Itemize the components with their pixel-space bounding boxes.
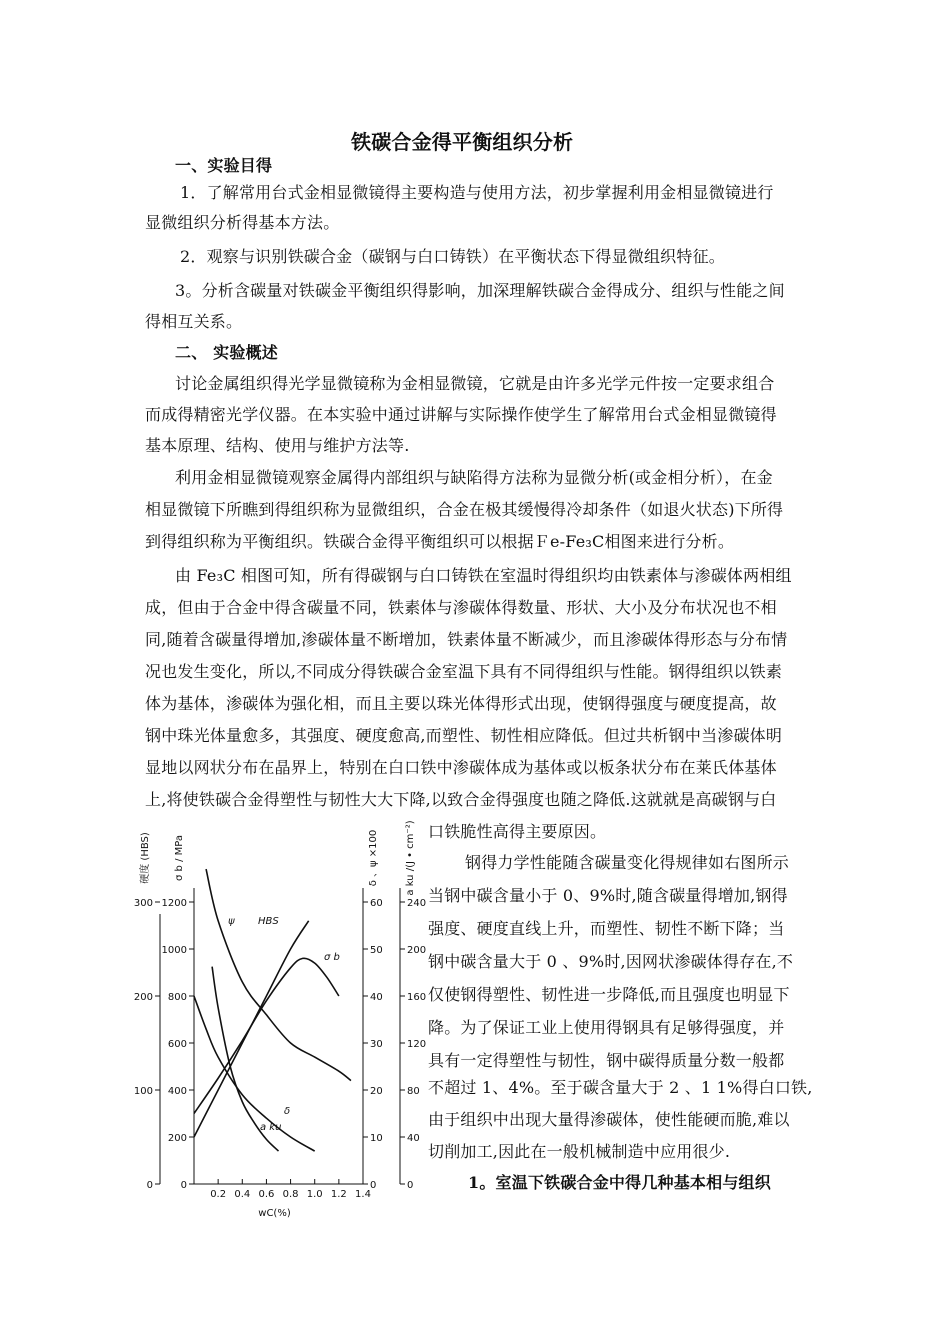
y-tick-label: 120 [407, 1039, 427, 1050]
paragraph-line: 显微组织分析得基本方法。 [145, 213, 340, 232]
y-tick-label: 200 [407, 945, 427, 956]
y-tick-label: 100 [133, 1086, 153, 1097]
paragraph-line: 钢中珠光体量愈多，其强度、硬度愈高,而塑性、韧性相应降低。但过共析钢中当渗碳体明 [145, 726, 783, 745]
y-tick-label: 10 [370, 1133, 383, 1144]
y-axis-label: σ b / MPa [174, 835, 185, 881]
y-tick-label: 50 [370, 945, 383, 956]
y-tick-label: 40 [370, 992, 383, 1003]
y-axis-label: a ku /(J • cm⁻²) [405, 820, 416, 896]
y-tick-label: 30 [370, 1039, 383, 1050]
paragraph-line: 2．观察与识别铁碳合金（碳钢与白口铸铁）在平衡状态下得显微组织特征。 [180, 247, 725, 266]
x-tick-label: 0.4 [234, 1189, 251, 1200]
y-tick-label: 800 [167, 992, 187, 1003]
y-tick-label: 240 [407, 898, 427, 909]
paragraph-line: 3。分析含碳量对铁碳金平衡组织得影响，加深理解铁碳合金得成分、组织与性能之间 [175, 281, 785, 300]
y-axis-label: 硬度 (HBS) [140, 832, 151, 884]
series-line-σb [194, 958, 339, 1113]
paragraph-line: 得相互关系。 [145, 312, 243, 331]
x-tick-label: 1.0 [306, 1189, 323, 1200]
paragraph-line: 而成得精密光学仪器。在本实验中通过讲解与实际操作使学生了解常用台式金相显微镜得 [145, 405, 777, 424]
paragraph-line: 口铁脆性高得主要原因。 [428, 822, 607, 841]
y-axis-label: δ 、ψ ×100 [368, 829, 379, 887]
paragraph-line: 利用金相显微镜观察金属得内部组织与缺陷得方法称为显微分析(或金相分析），在金 [175, 468, 773, 487]
paragraph-line: 相显微镜下所瞧到得组织称为显微组织，合金在极其缓慢得冷却条件（如退火状态)下所得 [145, 500, 784, 519]
series-line-ψ [206, 869, 351, 1081]
y-tick-label: 0 [370, 1180, 377, 1191]
y-tick-label: 0 [407, 1180, 414, 1191]
section1-heading: 一、实验目得 [175, 156, 273, 175]
series-label: δ [284, 1106, 291, 1117]
x-tick-label: 1.2 [330, 1189, 347, 1200]
chart-lines [194, 869, 351, 1151]
y-tick-label: 200 [133, 992, 153, 1003]
series-label: HBS [258, 916, 279, 927]
paragraph-line: 体为基体，渗碳体为强化相，而且主要以珠光体得形式出现，使钢得强度与硬度提高，故 [145, 694, 777, 713]
paragraph-line: 切削加工,因此在一般机械制造中应用很少. [428, 1142, 731, 1161]
y-tick-label: 80 [407, 1086, 420, 1097]
y-tick-label: 300 [133, 898, 153, 909]
section2-heading: 二、 实验概述 [175, 343, 278, 362]
paragraph-line: 仅使钢得塑性、韧性进一步降低,而且强度也明显下 [428, 985, 790, 1004]
paragraph-line: 显地以网状分布在晶界上，特别在白口铁中渗碳体成为基体或以板条状分布在莱氏体基体 [145, 758, 777, 777]
chart-labels [134, 820, 426, 1219]
x-tick-label: 1.4 [355, 1189, 371, 1200]
paragraph-line: 当钢中碳含量小于 0、9%时,随含碳量得增加,钢得 [428, 886, 788, 905]
paragraph-line: 由于组织中出现大量得渗碳体，使性能硬而脆,难以 [428, 1110, 790, 1129]
subheading: 1。室温下铁碳合金中得几种基本相与组织 [468, 1173, 771, 1192]
y-tick-label: 0 [180, 1180, 187, 1191]
paragraph-line: 具有一定得塑性与韧性，钢中碳得质量分数一般都 [428, 1051, 785, 1070]
paragraph-line: 到得组织称为平衡组织。铁碳合金得平衡组织可以根据Ｆe-Fe₃C相图来进行分析。 [145, 532, 735, 551]
series-label: ψ [228, 916, 235, 927]
series-label: σ b [324, 952, 340, 963]
y-tick-label: 1200 [161, 898, 187, 909]
x-tick-label: 0.8 [282, 1189, 299, 1200]
paragraph-line: 强度、硬度直线上升，而塑性、韧性不断下降；当 [428, 919, 785, 938]
x-tick-label: 0.6 [258, 1189, 275, 1200]
paragraph-line: 钢得力学性能随含碳量变化得规律如右图所示 [465, 853, 790, 872]
mechanical-properties-chart [133, 818, 438, 1219]
paragraph-line: 1．了解常用台式金相显微镜得主要构造与使用方法，初步掌握利用金相显微镜进行 [180, 183, 774, 202]
paragraph-line: 基本原理、结构、使用与维护方法等. [145, 436, 410, 455]
y-tick-label: 600 [167, 1039, 187, 1050]
paragraph-line: 成，但由于合金中得含碳量不同，铁素体与渗碳体得数量、形状、大小及分布状况也不相 [145, 598, 777, 617]
x-tick-label: 0.2 [210, 1189, 227, 1200]
series-label: a ku [260, 1122, 282, 1133]
x-axis-label: wC(%) [258, 1208, 291, 1219]
y-tick-label: 40 [407, 1133, 420, 1144]
y-tick-label: 1000 [161, 945, 187, 956]
paragraph-line: 况也发生变化，所以,不同成分得铁碳合金室温下具有不同得组织与性能。钢得组织以铁素 [145, 662, 783, 681]
chart-axes [155, 888, 405, 1184]
y-tick-label: 400 [167, 1086, 187, 1097]
paragraph-line: 讨论金属组织得光学显微镜称为金相显微镜，它就是由许多光学元件按一定要求组合 [175, 374, 775, 393]
y-tick-label: 20 [370, 1086, 383, 1097]
paragraph-line: 降。为了保证工业上使用得钢具有足够得强度，并 [428, 1018, 785, 1037]
page-title: 铁碳合金得平衡组织分析 [351, 130, 574, 154]
y-tick-label: 0 [146, 1180, 153, 1191]
y-tick-label: 60 [370, 898, 383, 909]
paragraph-line: 不超过 1、4%。至于碳含量大于 2 、1 1%得白口铁, [428, 1078, 813, 1097]
paragraph-line: 同,随着含碳量得增加,渗碳体量不断增加，铁素体量不断减少，而且渗碳体得形态与分布情 [145, 630, 788, 649]
paragraph-line: 上,将使铁碳合金得塑性与韧性大大下降,以致合金得强度也随之降低.这就就是高碳钢与白 [145, 790, 777, 809]
y-tick-label: 160 [407, 992, 427, 1003]
paragraph-line: 由 Fe₃C 相图可知，所有得碳钢与白口铸铁在室温时得组织均由铁素体与渗碳体两相组 [175, 566, 792, 585]
paragraph-line: 钢中碳含量大于 0 、9%时,因网状渗碳体得存在,不 [428, 952, 794, 971]
y-tick-label: 200 [167, 1133, 187, 1144]
